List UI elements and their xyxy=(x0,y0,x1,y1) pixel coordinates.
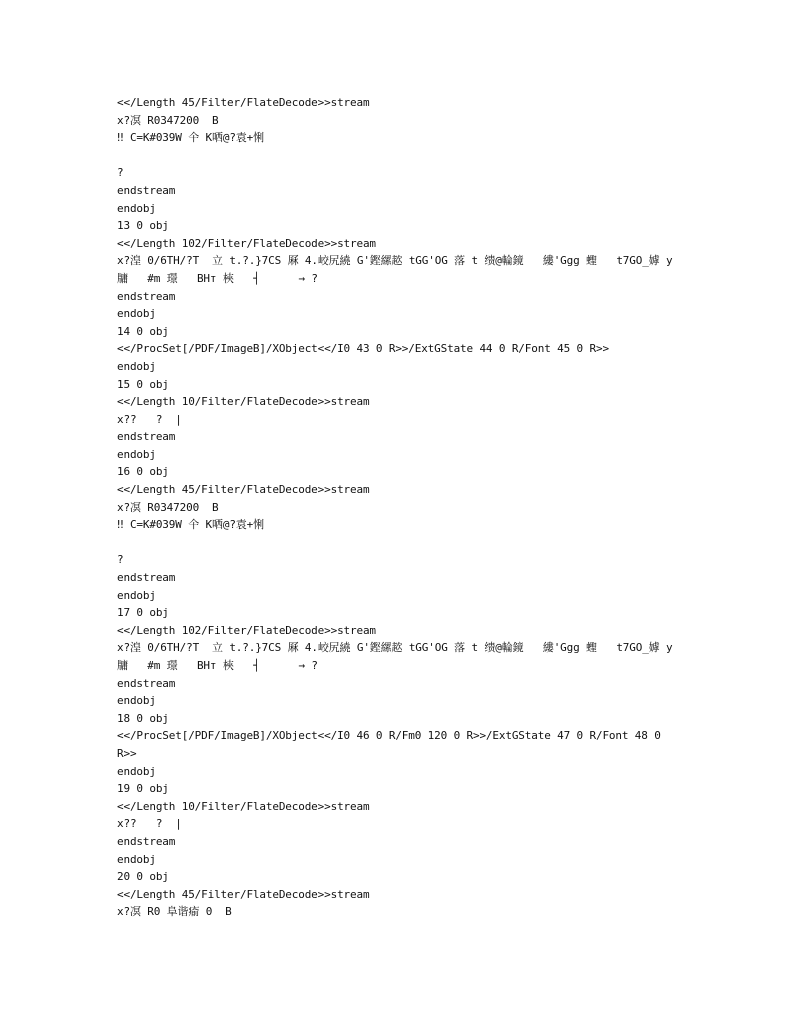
text-line: 牗 #m 璟 BHт 梜 ┤ → ? xyxy=(117,271,318,285)
text-line: endobj xyxy=(117,852,156,866)
text-line: ‼ C=K#039W 仐 K哂@?袁+悧 xyxy=(117,131,264,145)
text-line: endstream xyxy=(117,676,176,690)
text-line: ? xyxy=(117,166,124,180)
document-page xyxy=(117,94,687,921)
text-line: 18 0 obj xyxy=(117,711,169,725)
text-line: endobj xyxy=(117,201,156,215)
text-line: endstream xyxy=(117,834,176,848)
text-line: x?湟 0/6TH/?T 立 t.?.}7CS 厤 4.峧尻繞 G'鏗縲趑 tGG'OG 落 t 缋@輪鏡 縷'Ggg 蟶 t7GO_嫭 y xyxy=(117,641,673,655)
text-line: R>> xyxy=(117,746,137,760)
text-line: ? xyxy=(117,553,124,567)
text-line: ‼ C=K#039W 仐 K哂@?袁+悧 xyxy=(117,518,264,532)
text-line: endobj xyxy=(117,359,156,373)
text-line: 17 0 obj xyxy=(117,606,169,620)
text-line: x?凕 R0347200 B xyxy=(117,500,219,514)
text-line: x?凕 R0 阜谐瘉 0 B xyxy=(117,905,232,919)
text-line: endobj xyxy=(117,447,156,461)
text-line: x?湟 0/6TH/?T 立 t.?.}7CS 厤 4.峧尻繞 G'鏗縲趑 tGG'OG 落 t 缋@輪鏡 縷'Ggg 蟶 t7GO_嫭 y xyxy=(117,254,673,268)
text-line: <</ProcSet[/PDF/ImageB]/XObject<</I0 46 0 R/Fm0 120 0 R>>/ExtGState 47 0 R/Font 48 0 xyxy=(117,729,661,743)
text-line: <</Length 45/Filter/FlateDecode>>stream xyxy=(117,887,370,901)
text-line: x?? ? | xyxy=(117,412,182,426)
text-line: <</Length 102/Filter/FlateDecode>>stream xyxy=(117,236,376,250)
text-line: <</Length 10/Filter/FlateDecode>>stream xyxy=(117,395,370,409)
text-line: 14 0 obj xyxy=(117,324,169,338)
text-line: 19 0 obj xyxy=(117,782,169,796)
text-line: endstream xyxy=(117,571,176,585)
text-line: <</ProcSet[/PDF/ImageB]/XObject<</I0 43 0 R>>/ExtGState 44 0 R/Font 45 0 R>> xyxy=(117,342,609,356)
text-line: <</Length 102/Filter/FlateDecode>>stream xyxy=(117,623,376,637)
text-line: endobj xyxy=(117,588,156,602)
text-line: endobj xyxy=(117,694,156,708)
text-line: 13 0 obj xyxy=(117,219,169,233)
text-line: x?凕 R0347200 B xyxy=(117,113,219,127)
text-line: 15 0 obj xyxy=(117,377,169,391)
text-line: <</Length 10/Filter/FlateDecode>>stream xyxy=(117,799,370,813)
text-line xyxy=(117,534,687,552)
text-line: x?? ? | xyxy=(117,817,182,831)
text-line: endstream xyxy=(117,430,176,444)
text-line: 牗 #m 璟 BHт 梜 ┤ → ? xyxy=(117,659,318,672)
text-line: <</Length 45/Filter/FlateDecode>>stream xyxy=(117,483,370,497)
text-line xyxy=(117,147,687,165)
text-line: <</Length 45/Filter/FlateDecode>>stream xyxy=(117,96,370,109)
text-line: endobj xyxy=(117,764,156,778)
text-line: 16 0 obj xyxy=(117,465,169,479)
text-line: 20 0 obj xyxy=(117,870,169,884)
text-line: endstream xyxy=(117,183,176,197)
text-line: endobj xyxy=(117,307,156,321)
text-line: endstream xyxy=(117,289,176,303)
